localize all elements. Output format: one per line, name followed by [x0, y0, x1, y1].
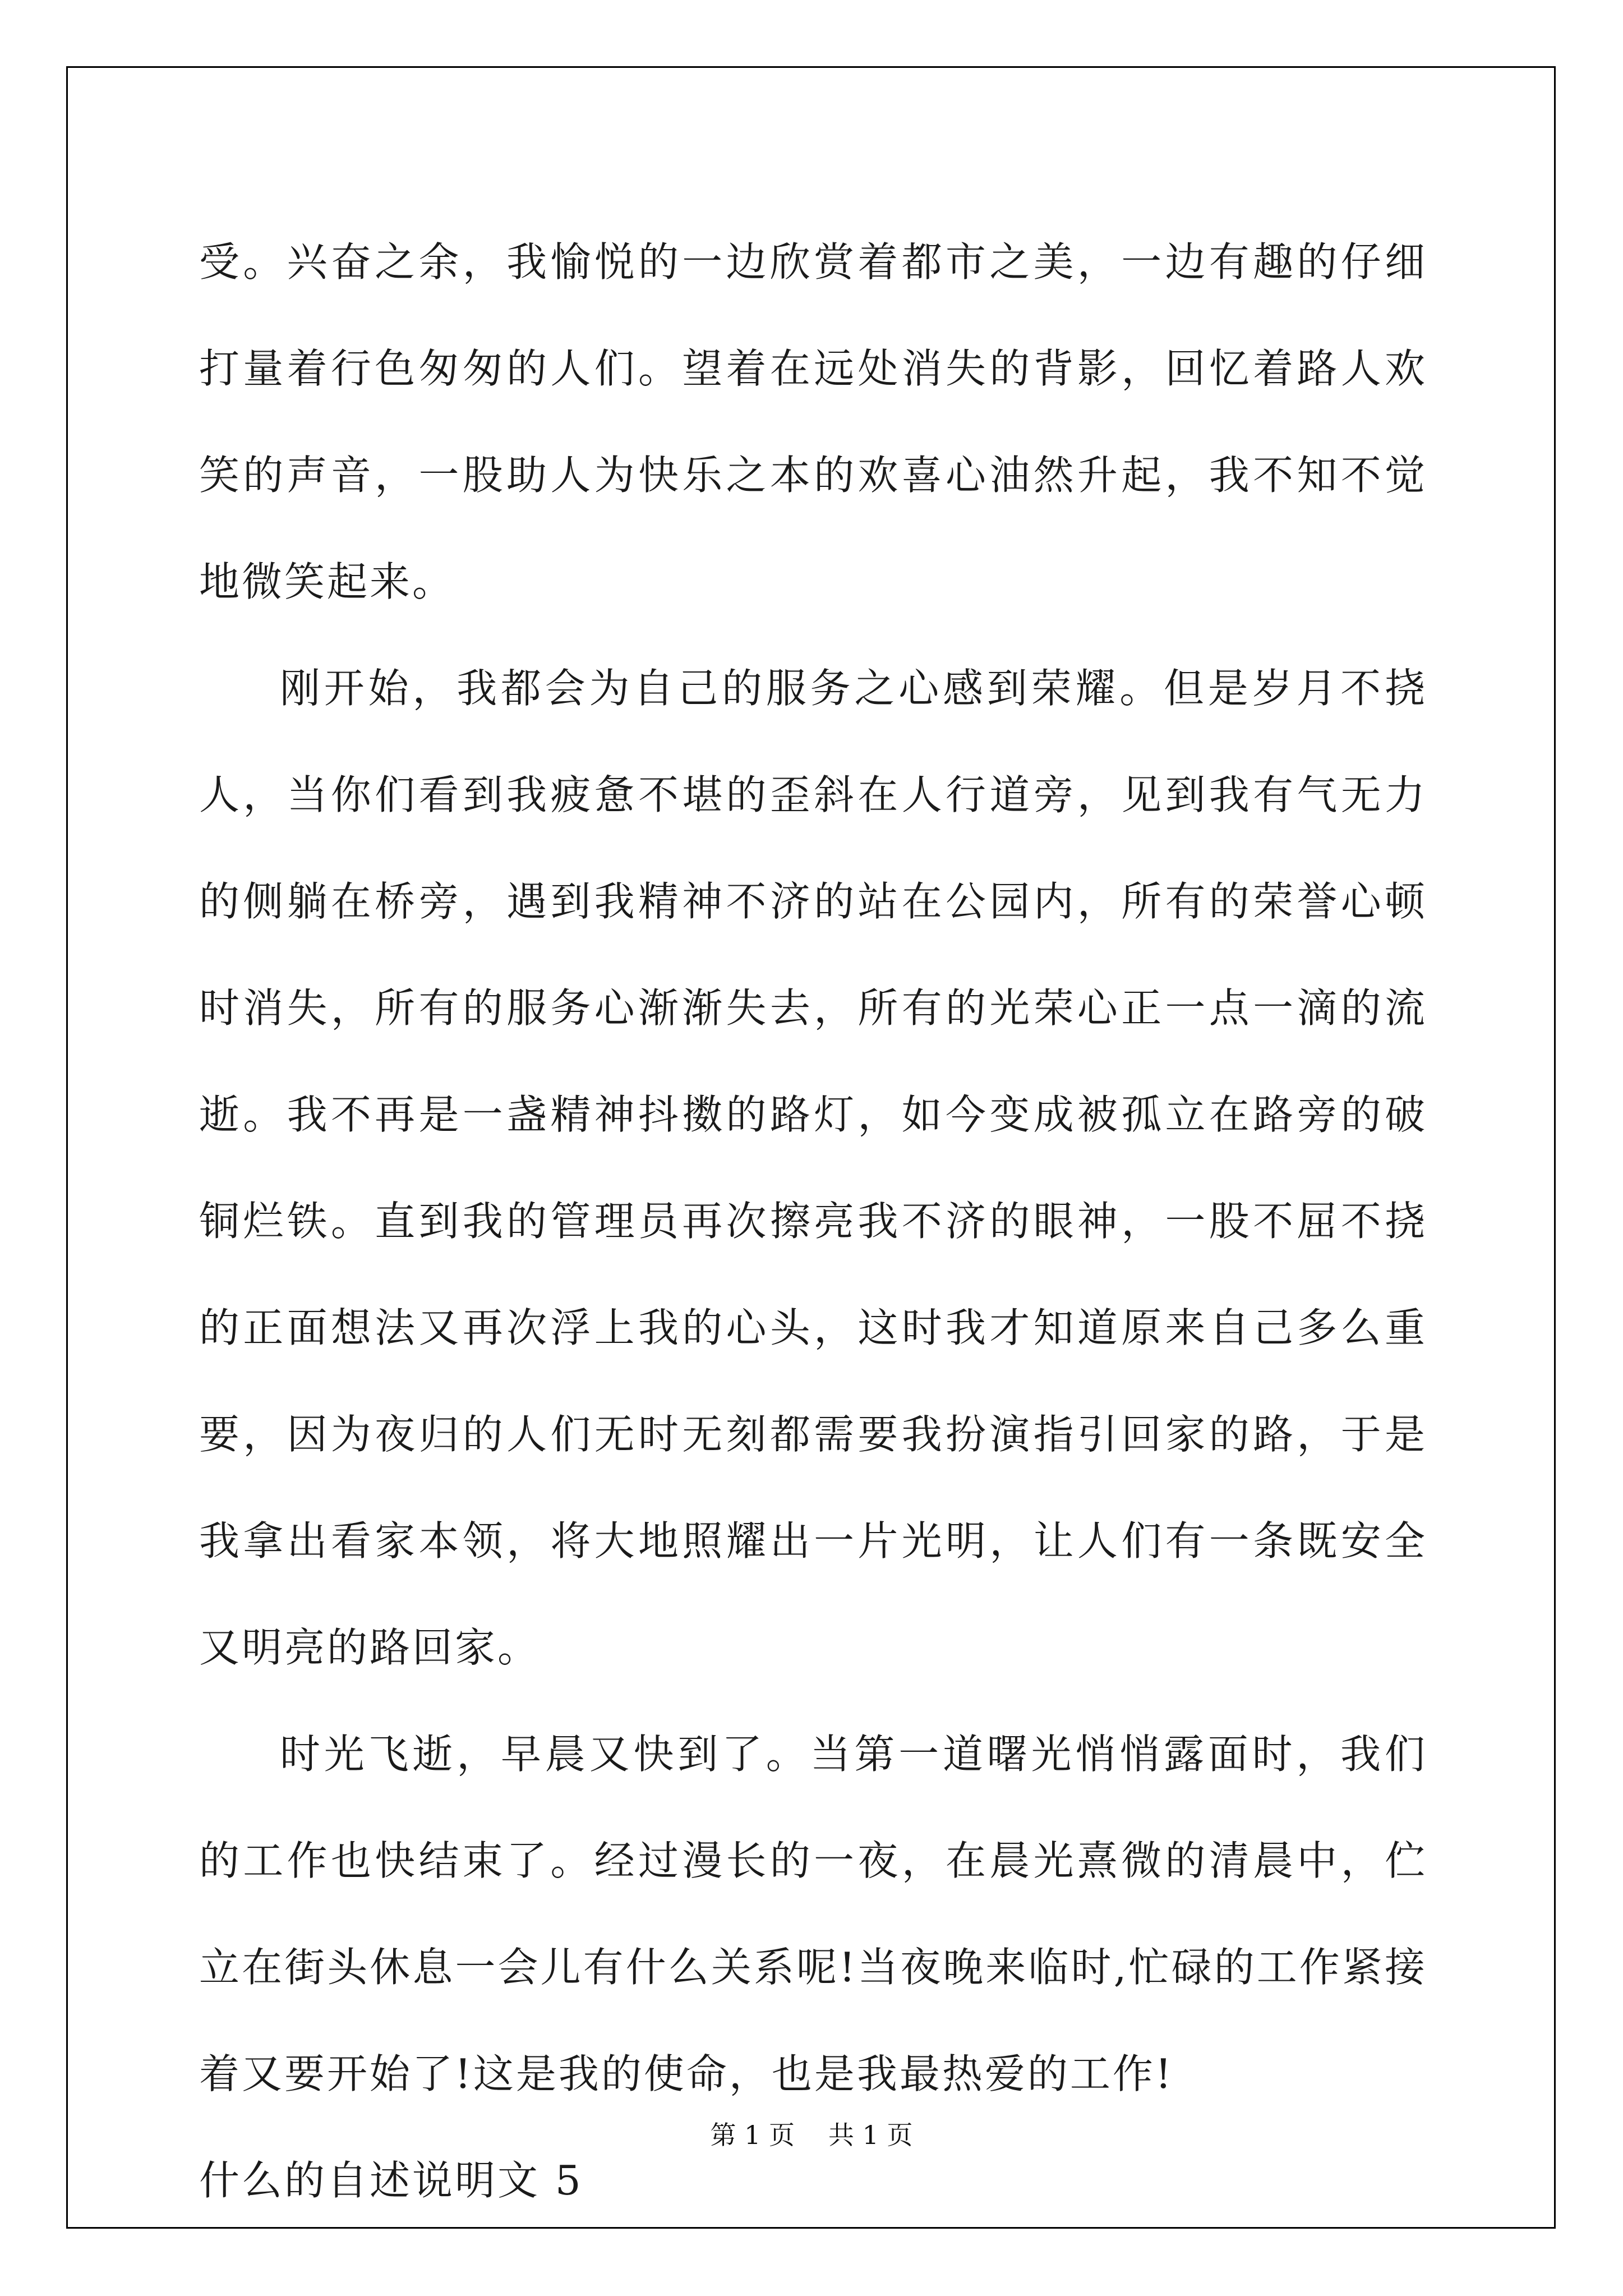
section-heading: 什么的自述说明文 5: [199, 2157, 583, 2204]
page-footer: [0, 2115, 1623, 2152]
page-number: 第 1 页: [710, 2120, 795, 2150]
paragraph-1: 受。兴奋之余，我愉悦的一边欣赏着都市之美，一边有趣的仔细打量着行色匆匆的人们。望着在远处消失的背影，回忆着路人欢笑的声音，一股助人为快乐之本的欢喜心油然升起，我不知不觉地微笑起来。: [199, 238, 1427, 605]
paragraph-2: 刚开始，我都会为自己的服务之心感到荣耀。但是岁月不挠人，当你们看到我疲惫不堪的歪斜在人行道旁，见到我有气无力的侧躺在桥旁，遇到我精神不济的站在公园内，所有的荣誉心顿时消失，所有的服务心渐渐失去，所有的光荣心正一点一滴的流逝。我不再是一盏精神抖擞的路灯，如今变成被孤立在路旁的破铜烂铁。直到我的管理员再次擦亮我不济的眼神，一股不屈不挠的正面想法又再次浮上我的心头，这时我才知道原来自己多么重要，因为夜归的人们无时无刻都需要我扮演指引回家的路，于是我拿出看家本领，将大地照耀出一片光明，让人们有一条既安全又明亮的路回家。: [199, 665, 1427, 1671]
document-body: [199, 209, 1427, 2234]
paragraph-3: 时光飞逝，早晨又快到了。当第一道曙光悄悄露面时，我们的工作也快结束了。经过漫长的一夜，在晨光熹微的清晨中，伫立在街头休息一会儿有什么关系呢!当夜晚来临时,忙碌的工作紧接着又要开始了!这是我的使命，也是我最热爱的工作!: [199, 1731, 1427, 2097]
page-total: 共 1 页: [828, 2120, 913, 2150]
